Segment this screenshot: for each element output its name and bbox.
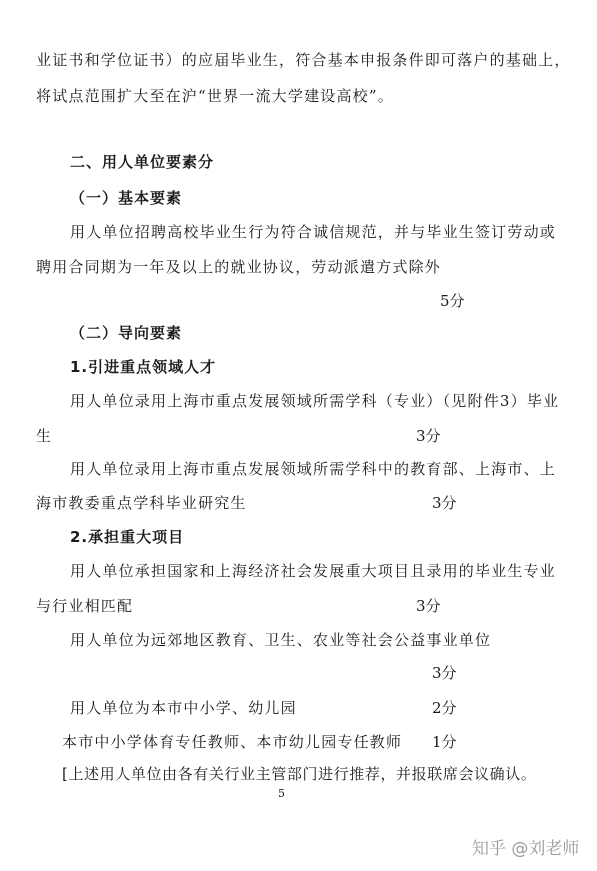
sub2-item2-score: 3分 xyxy=(432,664,457,682)
intro-line-2: 将试点范围扩大至在沪“世界一流大学建设高校”。 xyxy=(36,87,394,105)
recommendation-note: [上述用人单位由各有关行业主管部门进行推荐，并报联席会议确认。 xyxy=(62,765,537,783)
sub2-item4-line-1: 本市中小学体育专任教师、本市幼儿园专任教师 xyxy=(62,733,403,751)
basic-paragraph-line-2: 聘用合同期为一年及以上的就业协议，劳动派遣方式除外 xyxy=(36,258,442,276)
sub2-item1-line-1: 用人单位承担国家和上海经济社会发展重大项目且录用的毕业生专业 xyxy=(70,562,557,580)
sub2-item4-score: 1分 xyxy=(432,733,457,751)
sub1-item1-line-1: 用人单位录用上海市重点发展领域所需学科（专业）（见附件3）毕业 xyxy=(70,392,560,410)
sub2-item1-score: 3分 xyxy=(416,597,441,615)
guide-elements-heading: （二）导向要素 xyxy=(70,324,183,342)
sub1-item2-line-2: 海市教委重点学科毕业研究生 xyxy=(36,494,247,512)
sub2-item3-score: 2分 xyxy=(432,699,457,717)
basic-paragraph-line-1: 用人单位招聘高校毕业生行为符合诚信规范，并与毕业生签订劳动或 xyxy=(70,223,557,241)
sub2-item2-line-1: 用人单位为远郊地区教育、卫生、农业等社会公益事业单位 xyxy=(70,631,492,649)
basic-elements-heading: （一）基本要素 xyxy=(70,189,183,207)
sub1-item1-line-2: 生 xyxy=(36,427,53,445)
subsection-1-heading: 1.引进重点领域人才 xyxy=(70,358,217,376)
intro-line-1: 业证书和学位证书）的应届毕业生，符合基本申报条件即可落户的基础上， xyxy=(36,51,571,69)
section-heading: 二、用人单位要素分 xyxy=(70,153,215,171)
sub1-item1-score: 3分 xyxy=(416,427,441,445)
sub1-item2-line-1: 用人单位录用上海市重点发展领域所需学科中的教育部、上海市、上 xyxy=(70,460,557,478)
sub2-item1-line-2: 与行业相匹配 xyxy=(36,597,134,615)
watermark: 知乎 @刘老师 xyxy=(472,839,580,859)
subsection-2-heading: 2.承担重大项目 xyxy=(70,528,185,546)
page-number: 5 xyxy=(278,787,285,800)
sub1-item2-score: 3分 xyxy=(432,494,457,512)
sub2-item3-line-1: 用人单位为本市中小学、幼儿园 xyxy=(70,699,297,717)
basic-score: 5分 xyxy=(440,292,465,310)
